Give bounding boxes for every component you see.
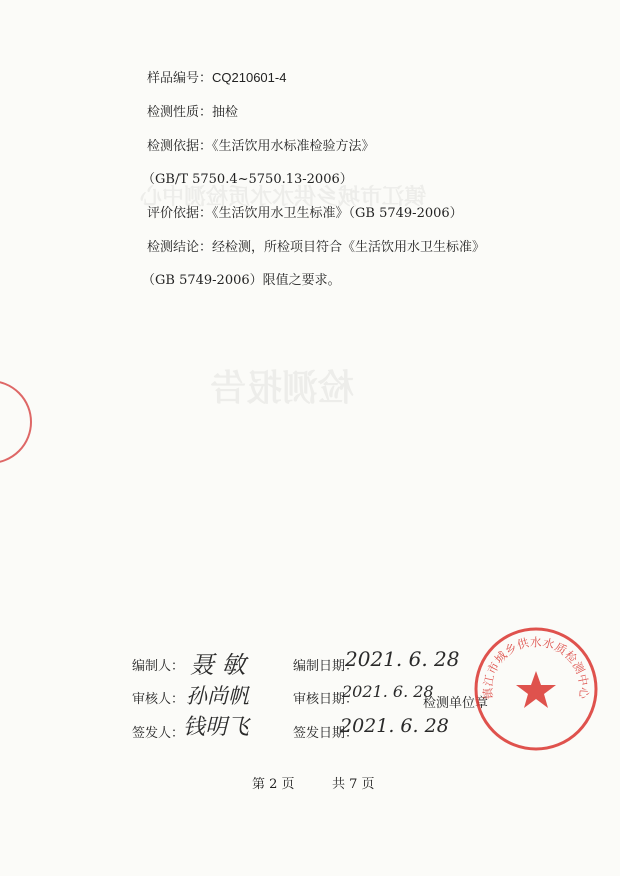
sample-number-label: 样品编号：	[147, 71, 213, 86]
bleed-through-header: 镇江市城乡供水水质检测中心	[140, 185, 427, 210]
sample-number-line	[147, 67, 286, 86]
test-nature-value: 抽检	[212, 105, 239, 120]
inspection-unit-seal	[472, 625, 600, 753]
edge-seal-fragment	[0, 380, 32, 464]
conclusion-continuation: （GB 5749-2006）限值之要求。	[142, 273, 341, 288]
evaluation-basis-label: 评价依据：	[147, 206, 213, 221]
seal-text: 镇江市城乡供水水质检测中心	[480, 634, 592, 700]
test-basis-code: （GB/T 5750.4~5750.13-2006）	[142, 172, 353, 187]
conclusion-line	[147, 236, 485, 255]
test-basis-label: 检测依据：	[147, 139, 213, 154]
review-date-label: 审核日期：	[293, 692, 359, 707]
unit-seal-label: 检测单位章	[423, 696, 489, 711]
evaluation-basis-line	[147, 202, 463, 221]
total-pages: 共 7 页	[332, 777, 375, 792]
test-basis-value: 《生活饮用水标准检验方法》	[212, 139, 375, 154]
issuer-signature: 钱明飞	[183, 715, 250, 740]
bleed-through-title: 检测报告	[210, 368, 355, 409]
conclusion-value: 经检测，所检项目符合《生活饮用水卫生标准》	[212, 240, 486, 255]
issuer-label: 签发人：	[132, 726, 185, 741]
seal-star-icon	[516, 671, 556, 708]
test-nature-line	[147, 101, 238, 120]
sample-number-value: CQ210601-4	[212, 70, 287, 85]
editor-signature: 聂 敏	[190, 651, 246, 679]
edit-date-label: 编制日期：	[293, 659, 359, 674]
edit-date-value: 2021. 6. 28	[345, 647, 460, 671]
evaluation-basis-value: 《生活饮用水卫生标准》（GB 5749-2006）	[212, 206, 463, 221]
issue-date-label: 签发日期：	[293, 726, 359, 741]
test-basis-line	[147, 135, 375, 154]
issue-date-value: 2021. 6. 28	[340, 715, 449, 737]
review-date-value: 2021. 6. 28	[342, 682, 434, 701]
reviewer-label: 审核人：	[132, 692, 185, 707]
conclusion-label: 检测结论：	[147, 240, 213, 255]
test-nature-label: 检测性质：	[147, 105, 213, 120]
editor-label: 编制人：	[132, 659, 185, 674]
page-number: 第 2 页	[252, 777, 295, 792]
reviewer-signature: 孙尚帆	[186, 684, 249, 708]
